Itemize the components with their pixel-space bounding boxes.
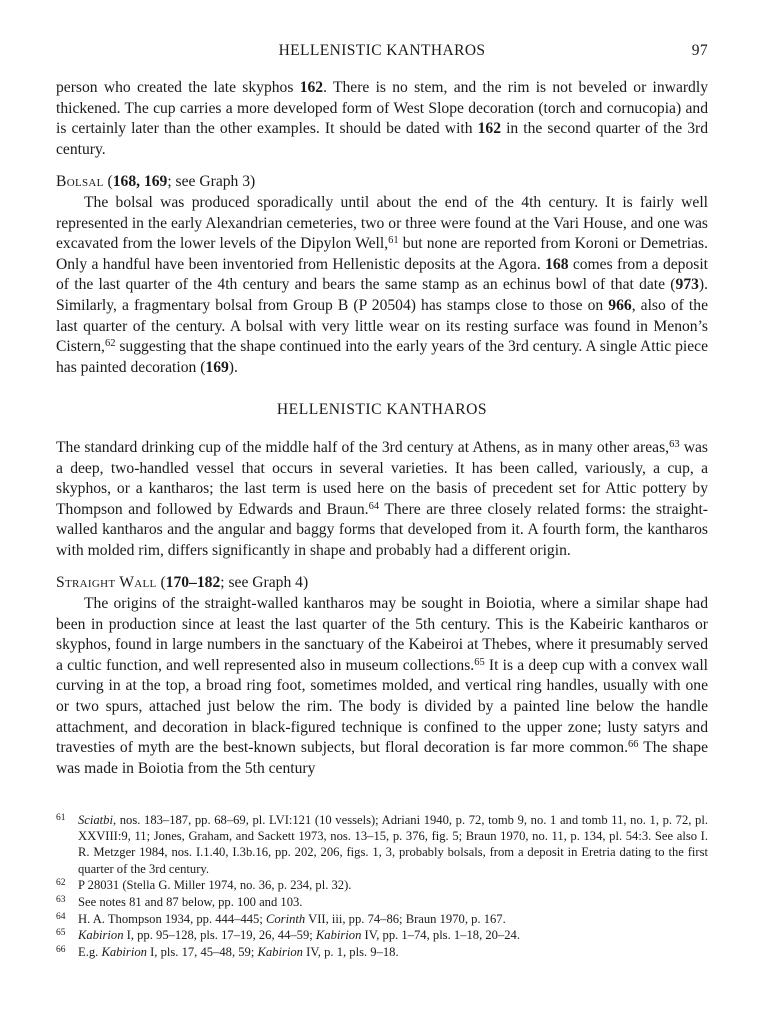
footnote: 61 Sciatbi, nos. 183–187, pp. 68–69, pl. LVI:121 (10 vessels); Adriani 1940, p. 72, tomb 9, no. 1 and tomb 11, no. 1, p. 72, pl. XXVIII:9, 11; Jones, Graham, and Sackett 1973, nos. 13–15, p. 376, fig. 5; Braun 1970, no. 11, p. 134, pl. 54:3. See also I. R. Metzger 1984, nos. I.1.40, I.3b.16, pp. 202, 206, figs. 1, 3, probably bolsals, from a deposit in Eretria dating to the first quarter of the 3rd century. bbox=[56, 813, 708, 876]
footnote: 64 H. A. Thompson 1934, pp. 444–445; Corinth VII, iii, pp. 74–86; Braun 1970, p. 167. bbox=[56, 911, 506, 926]
footnote-ref[interactable]: 65 bbox=[474, 656, 485, 668]
footnote-ref[interactable]: 66 bbox=[627, 739, 639, 751]
footnote: 63 See notes 81 and 87 below, pp. 100 and 103. bbox=[56, 895, 303, 910]
section-heading: HELLENISTIC KANTHAROS bbox=[276, 401, 488, 419]
running-title: HELLENISTIC KANTHAROS bbox=[278, 42, 486, 59]
footnotes bbox=[56, 812, 708, 961]
footnote: 65 Kabirion I, pp. 95–128, pls. 17–19, 26, 44–59; Kabirion IV, pp. 1–74, pls. 1–18, 20–24. bbox=[56, 928, 521, 943]
subsection-heading-straight-wall: Straight Wall (170–182; see Graph 4) bbox=[56, 574, 309, 592]
subsection-heading-bolsal: Bolsal (168, 169; see Graph 3) bbox=[56, 173, 256, 191]
body-text bbox=[56, 78, 708, 779]
paragraph-bolsal: The bolsal was produced sporadically until about the end of the 4th century. It is fairly well represented in the early Alexandrian cemeteries, two or three were found at the Vari House, and one was excavated from the lower levels of the Dipylon Well,$^{61}$ but none are reported from Koroni or Demetrias. Only a handful have been inventoried from Hellenistic deposits at the Agora. 168 comes from a deposit of the last quarter of the 4th century and bears the same stamp as an echinus bowl of that date (973). Similarly, a fragmentary bolsal from Group B (P 20504) has stamps close to those on 966, also of the last quarter of the century. A bolsal with very little wear on its resting surface was found in Menon’s Cistern,$^{62}$ suggesting that the shape continued into the early years of the 3rd century. A single Attic piece has painted decoration (169). bbox=[56, 193, 708, 376]
footnote-ref[interactable]: 64 bbox=[368, 500, 380, 512]
paragraph-continued: person who created the late skyphos 162. There is no stem, and the rim is not beveled or inwardly thickened. The cup carries a more developed form of West Slope decoration (torch and cornucopia) and is certainly later than the other examples. It should be dated with 162 in the second quarter of the 3rd century. bbox=[56, 79, 708, 158]
paragraph-kantharos-intro: The standard drinking cup of the middle half of the 3rd century at Athens, as in many other areas,$^{63}$ was a deep, two-handled vessel that occurs in several varieties. It has been called, variously, a cup, a skyphos, or a kantharos; the last term is used here on the basis of precedent set for Attic pottery by Thompson and followed by Edwards and Braun.$^{64}$ There are three closely related forms: the straight-walled kantharos and the angular and baggy forms that developed from it. A fourth form, the kantharos with molded rim, differs significantly in shape and probably had a different origin. bbox=[56, 438, 708, 559]
footnote: 62 P 28031 (Stella G. Miller 1974, no. 36, p. 234, pl. 32). bbox=[56, 878, 352, 893]
page-number: 97 bbox=[691, 42, 708, 59]
footnote: 66 E.g. Kabirion I, pls. 17, 45–48, 59; Kabirion IV, p. 1, pls. 9–18. bbox=[56, 945, 399, 960]
footnote-ref[interactable]: 61 bbox=[388, 235, 399, 247]
footnote-ref[interactable]: 62 bbox=[104, 338, 116, 350]
footnote-ref[interactable]: 63 bbox=[669, 438, 680, 450]
running-head bbox=[56, 42, 708, 64]
paragraph-straight-wall: The origins of the straight-walled kantharos may be sought in Boiotia, where a similar shape had been in production since at least the last quarter of the 5th century. This is the Kabeiric kantharos or skyphos, found in large numbers in the sanctuary of the Kabeiroi at Thebes, where it presumably served a cultic function, and well represented also in museum collections.$^{65}$ It is a deep cup with a convex wall curving in at the top, a broad ring foot, sometimes molded, and vertical ring handles, usually with one or two spurs, attached just below the rim. The body is divided by a painted line below the handle attachment, and decoration in black-figured technique is confined to the upper zone; lusty satyrs and travesties of myth are the best-known subjects, but floral decoration is far more common.$^{66}$ The shape was made in Boiotia from the 5th century bbox=[56, 595, 708, 777]
